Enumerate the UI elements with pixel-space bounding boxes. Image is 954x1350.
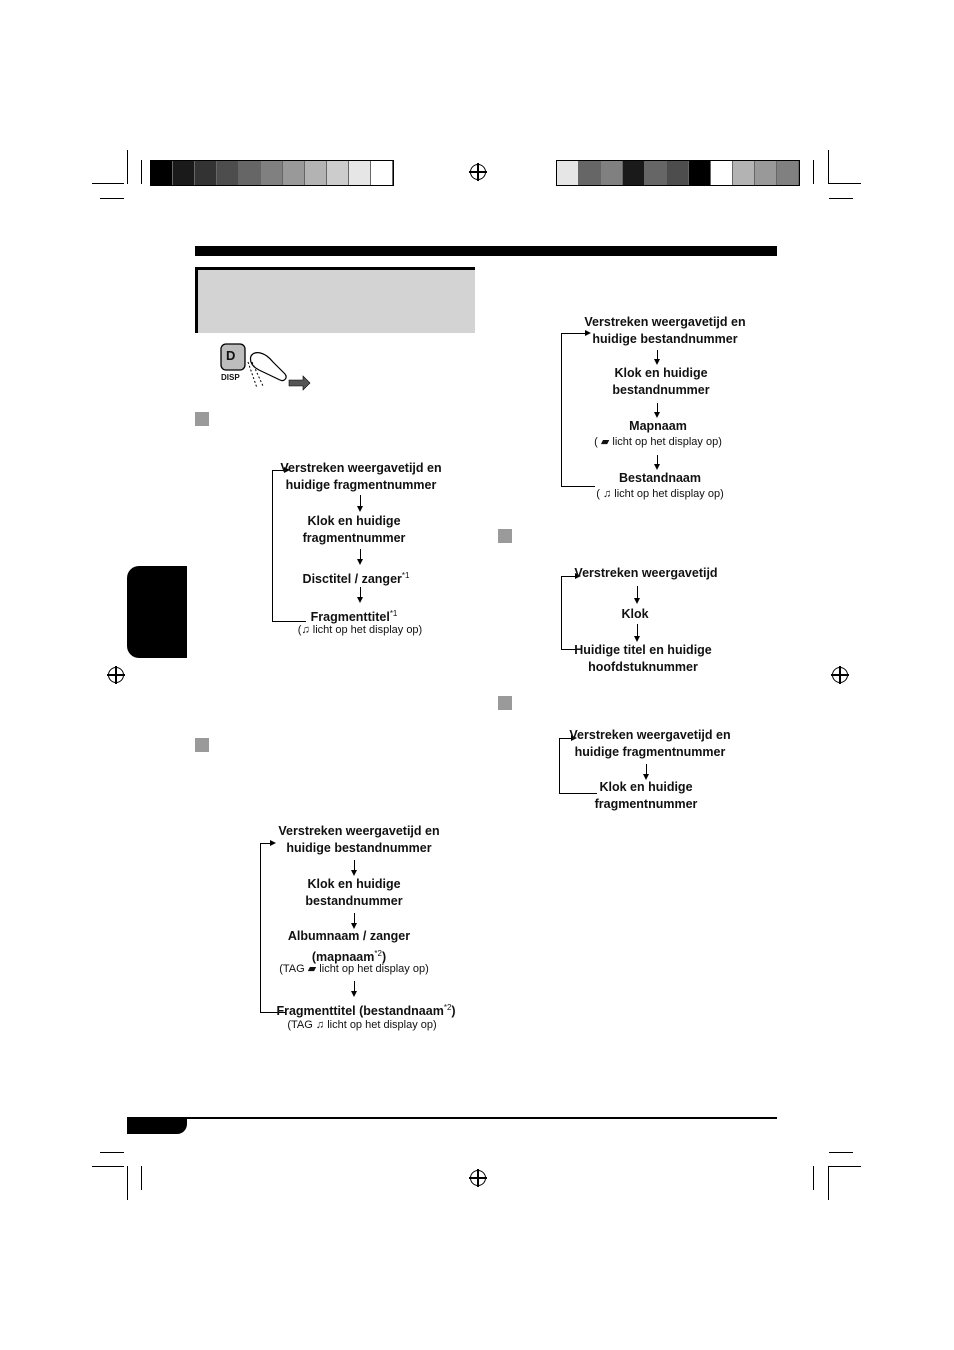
header-bar	[195, 246, 777, 256]
music-note-icon: ♫	[315, 1019, 325, 1031]
registration-mark-left	[108, 667, 124, 683]
page-number-tab	[127, 1119, 187, 1134]
color-swatch	[733, 161, 755, 185]
section-bullet-e	[498, 696, 512, 710]
registration-mark-bottom	[470, 1170, 486, 1186]
color-swatch	[327, 161, 349, 185]
node-clock: Klok en huidige fragmentnummer	[302, 514, 406, 545]
node-elapsed-time-d: Verstreken weergavetijd	[574, 566, 718, 580]
disp-button-illustration	[215, 340, 315, 396]
color-swatch	[579, 161, 601, 185]
color-swatch	[217, 161, 239, 185]
note-file-name: ( ♫ licht op het display op)	[596, 488, 724, 500]
node-title-chapter: Huidige titel en huidige hoofdstuknummer	[574, 643, 712, 674]
node-clock-e: Klok en huidige fragmentnummer	[594, 780, 698, 811]
section-title-box	[195, 267, 475, 333]
registration-mark-right	[832, 667, 848, 683]
disp-key-caption: DISP	[221, 373, 240, 382]
node-elapsed-time-b: Verstreken weergavetijd en huidige bestandnummer	[278, 824, 440, 855]
color-swatch	[711, 161, 733, 185]
color-swatch	[557, 161, 579, 185]
color-swatch	[645, 161, 667, 185]
node-folder-name: Mapnaam	[629, 419, 687, 433]
registration-mark-top	[470, 164, 486, 180]
node-clock-d: Klok	[621, 607, 649, 621]
node-elapsed-time-c: Verstreken weergavetijd en huidige bestandnummer	[584, 315, 746, 346]
node-file-name: Bestandnaam	[619, 471, 701, 485]
color-calibration-strip-right	[556, 160, 800, 186]
color-swatch	[777, 161, 799, 185]
node-disc-title: Disctitel / zanger$^{*1}$	[302, 571, 410, 587]
color-swatch	[151, 161, 173, 185]
folder-icon: ▰	[600, 436, 610, 448]
section-bullet-d	[498, 529, 512, 543]
color-swatch	[239, 161, 261, 185]
color-calibration-strip-left	[150, 160, 394, 186]
color-swatch	[173, 161, 195, 185]
note-album-name: (TAG ▰ licht op het display op)	[279, 963, 429, 975]
node-album-name: Albumnaam / zanger (mapnaam$^{*2}$)	[287, 929, 411, 965]
node-elapsed-time: Verstreken weergavetijd en huidige fragmentnummer	[280, 461, 442, 492]
footer-rule	[127, 1117, 777, 1119]
color-swatch	[755, 161, 777, 185]
color-swatch	[349, 161, 371, 185]
music-note-icon: ♫	[301, 624, 310, 636]
color-swatch	[283, 161, 305, 185]
note-track-file-name: (TAG ♫ licht op het display op)	[287, 1019, 437, 1031]
node-clock-c: Klok en huidige bestandnummer	[612, 366, 710, 397]
color-swatch	[195, 161, 217, 185]
language-side-tab	[127, 566, 187, 658]
node-track-file-name: Fragmenttitel (bestandnaam$^{*2}$)	[276, 1003, 456, 1019]
color-swatch	[305, 161, 327, 185]
color-swatch	[623, 161, 645, 185]
color-swatch	[667, 161, 689, 185]
folder-icon: ▰	[307, 963, 317, 975]
section-bullet-a	[195, 412, 209, 426]
note-track-title: (♫ licht op het display op)	[297, 624, 423, 636]
disp-key-letter: D	[226, 348, 236, 363]
music-note-icon: ♫	[602, 488, 612, 500]
node-elapsed-time-e: Verstreken weergavetijd en huidige fragmentnummer	[569, 728, 731, 759]
note-folder-name: ( ▰ licht op het display op)	[594, 436, 722, 448]
section-bullet-b	[195, 738, 209, 752]
node-track-title: Fragmenttitel$^{*1}$	[310, 609, 398, 625]
color-swatch	[601, 161, 623, 185]
color-swatch	[371, 161, 393, 185]
color-swatch	[261, 161, 283, 185]
node-clock-b: Klok en huidige bestandnummer	[305, 877, 403, 908]
color-swatch	[689, 161, 711, 185]
